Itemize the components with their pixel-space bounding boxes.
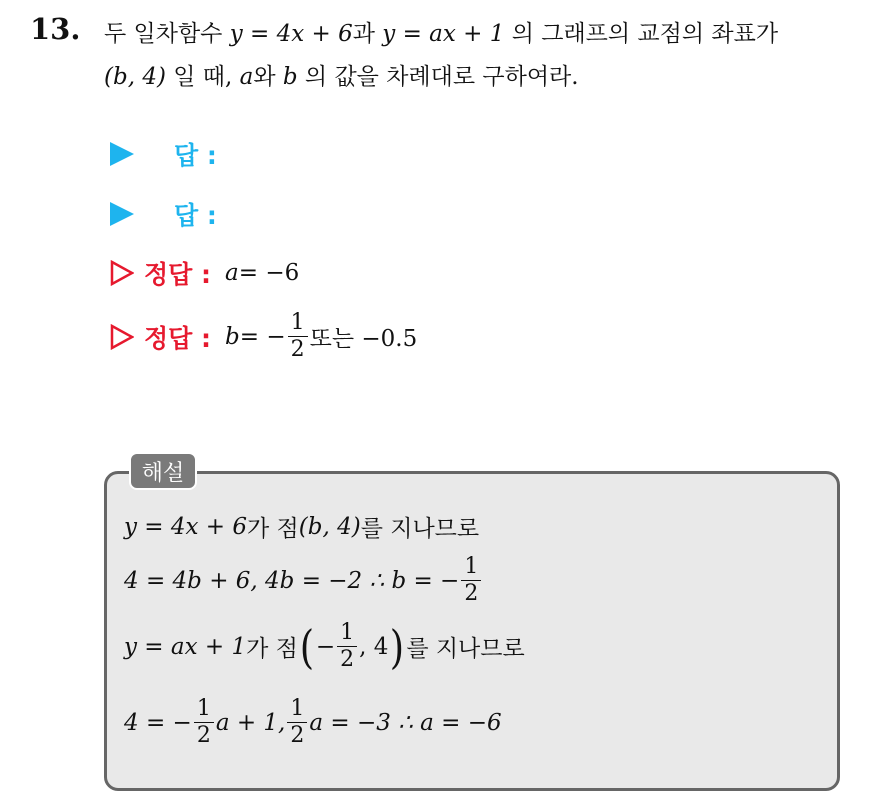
solution-line-1: y = 4x + 6 가 점 (b, 4) 를 지나므로 (124, 513, 480, 542)
solution-line-3: y = ax + 1 가 점 ( − $\frac{1}{2}$ , 4 ) 를 지나므로 (124, 619, 525, 674)
correct-answer-row-1 (110, 255, 299, 291)
question-number: 13. (30, 12, 81, 46)
answer-row-2 (110, 196, 217, 232)
correct-value-b: b = − $\frac{1}{2}$ 또는 −0.5 (225, 310, 418, 362)
solution-line-2: 4 = 4b + 6, 4b = −2 ∴ b = − $\frac{1}{2}$ (124, 556, 483, 605)
correct-value-a: a = −6 (225, 260, 300, 286)
correct-label: 정답 : (144, 260, 212, 289)
answer-label: 답 : (174, 141, 217, 170)
play-triangle-icon (110, 142, 134, 166)
question-line-2: (b, 4) 일 때, a와 b 의 값을 차례대로 구하여라. (104, 64, 579, 90)
play-triangle-icon (110, 202, 134, 226)
fraction: $\frac{1}{2}$ (287, 698, 307, 747)
outline-triangle-icon (110, 260, 134, 286)
fraction: $\frac{1}{2}$ (288, 312, 308, 361)
solution-tag: 해설 (129, 452, 197, 490)
correct-label: 정답 : (144, 323, 212, 353)
answer-label: 답 : (174, 201, 217, 230)
fraction: $\frac{1}{2}$ (337, 622, 357, 671)
solution-line-4: 4 = − $\frac{1}{2}$ a + 1, $\frac{1}{2}$ a = −3 ∴ a = −6 (124, 696, 502, 748)
fraction: $\frac{1}{2}$ (461, 556, 481, 605)
answer-row-1 (110, 136, 217, 172)
outline-triangle-icon (110, 324, 134, 350)
correct-answer-row-2 (110, 312, 417, 361)
question-line-1: 두 일차함수 y = 4x + 6과 y = ax + 1 의 그래프의 교점의 좌표가 (104, 21, 779, 47)
fraction: $\frac{1}{2}$ (194, 698, 214, 747)
